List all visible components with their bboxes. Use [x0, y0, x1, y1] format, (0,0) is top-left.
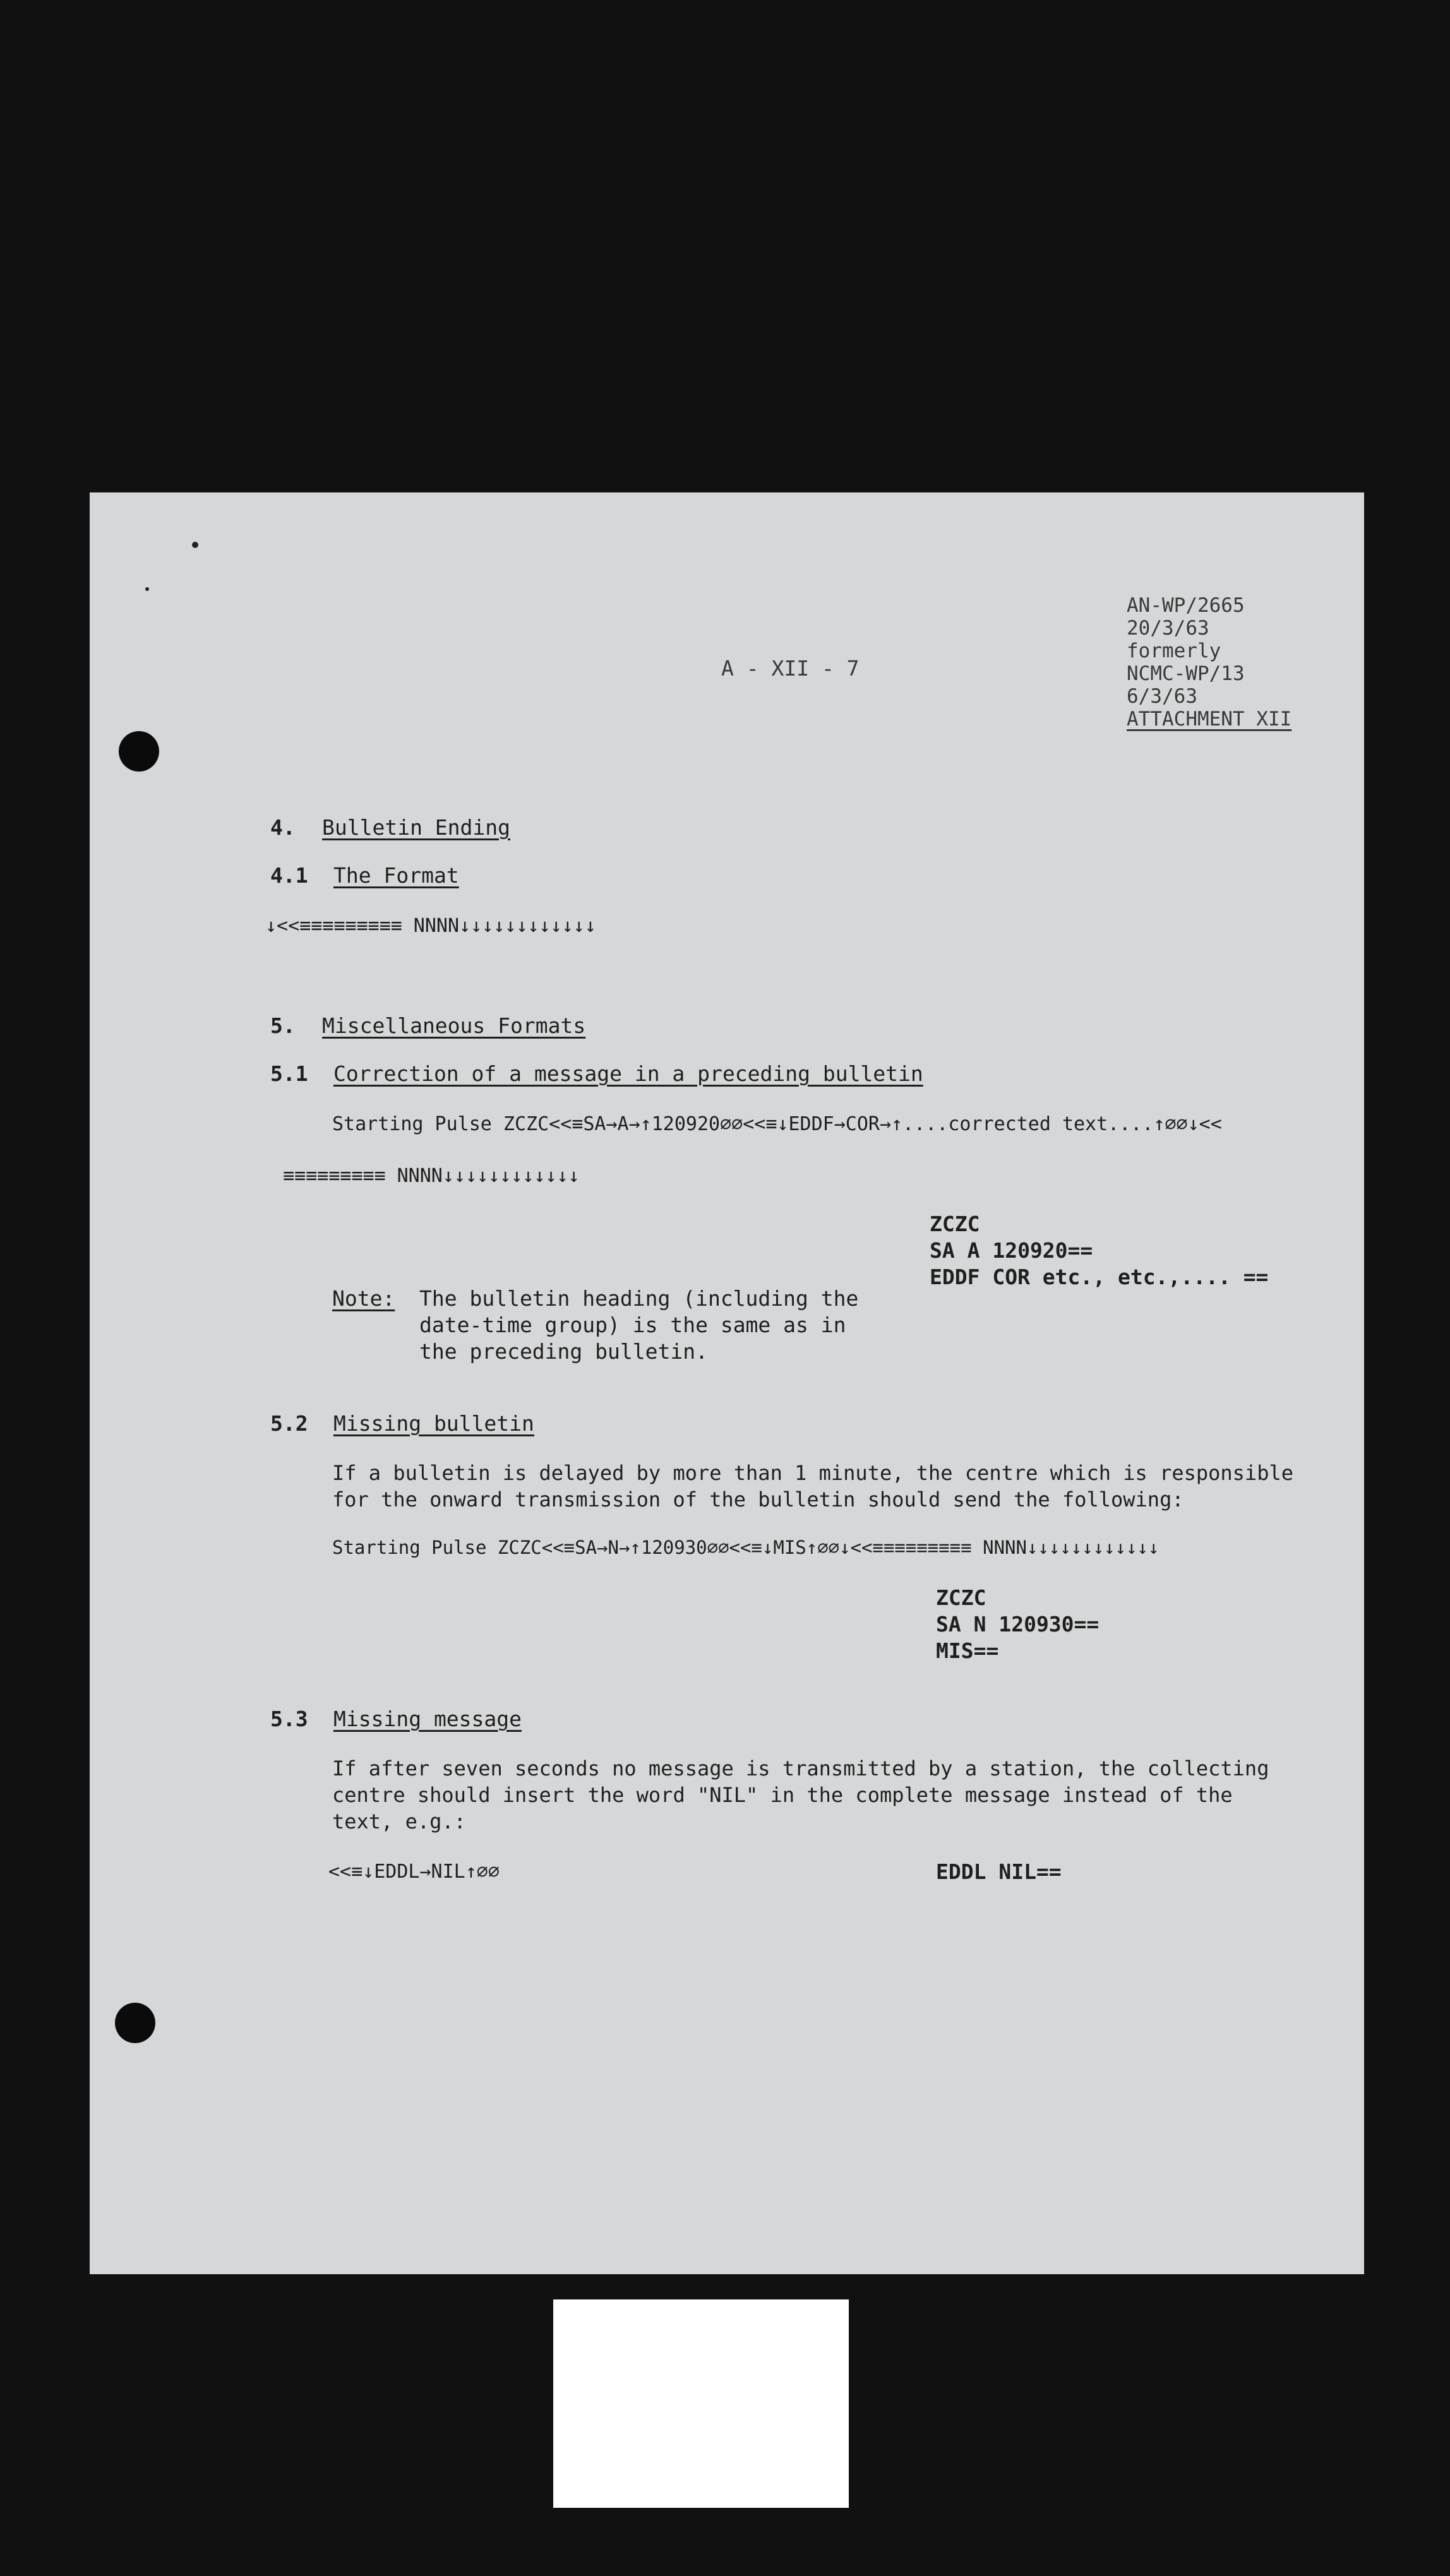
note-line-1: The bulletin heading (including the	[419, 1286, 859, 1311]
header-ref-4: NCMC-WP/13	[1127, 662, 1245, 685]
note-line-2: date-time group) is the same as in	[419, 1313, 846, 1337]
blank-label-card	[553, 2299, 849, 2508]
header-ref-3: formerly	[1127, 640, 1221, 662]
correction-printed-3: EDDF COR etc., etc.,.... ==	[930, 1265, 1269, 1289]
punch-hole-top	[119, 731, 159, 772]
section-5-number: 5.	[270, 1013, 296, 1038]
missing-message-body-1: If after seven seconds no message is transmitted by a station, the collecting	[332, 1756, 1269, 1780]
header-ref-1: AN-WP/2665	[1127, 594, 1245, 617]
note-line-3: the preceding bulletin.	[419, 1339, 708, 1364]
correction-format-line-1: Starting Pulse ZCZC<<≡SA→A→↑120920∅∅<<≡↓EDDF→COR→↑....corrected text....↑∅∅↓<<	[332, 1113, 1222, 1135]
speck	[192, 542, 198, 548]
section-5-2-number: 5.2	[270, 1411, 308, 1436]
missing-message-printed: EDDL NIL==	[936, 1859, 1062, 1884]
section-4-1-number: 4.1	[270, 863, 308, 888]
header-ref-2: 20/3/63	[1127, 617, 1209, 640]
missing-bulletin-printed-1: ZCZC	[936, 1585, 986, 1610]
attachment-label: ATTACHMENT XII	[1127, 708, 1292, 730]
section-5-1-title: Correction of a message in a preceding bulletin	[333, 1061, 923, 1086]
section-5-3-title: Missing message	[333, 1707, 522, 1731]
correction-printed-2: SA A 120920==	[930, 1238, 1093, 1263]
section-4-number: 4.	[270, 815, 296, 840]
section-5-2-title: Missing bulletin	[333, 1411, 534, 1436]
section-4-1-title: The Format	[333, 863, 459, 888]
speck	[145, 587, 149, 591]
missing-bulletin-printed-2: SA N 120930==	[936, 1612, 1099, 1637]
missing-bulletin-format: Starting Pulse ZCZC<<≡SA→N→↑120930∅∅<<≡↓MIS↑∅∅↓<<≡≡≡≡≡≡≡≡≡ NNNN↓↓↓↓↓↓↓↓↓↓↓↓	[332, 1537, 1159, 1558]
missing-message-format: <<≡↓EDDL→NIL↑∅∅	[328, 1861, 500, 1883]
bulletin-ending-format: ↓<<≡≡≡≡≡≡≡≡≡ NNNN↓↓↓↓↓↓↓↓↓↓↓↓	[265, 915, 596, 937]
correction-format-line-2: ≡≡≡≡≡≡≡≡≡ NNNN↓↓↓↓↓↓↓↓↓↓↓↓	[283, 1165, 580, 1187]
missing-bulletin-printed-3: MIS==	[936, 1638, 999, 1663]
note-label: Note:	[332, 1286, 395, 1311]
punch-hole-bottom	[115, 2003, 155, 2043]
page-number: A - XII - 7	[721, 656, 860, 681]
document-page	[90, 492, 1364, 2274]
section-5-title: Miscellaneous Formats	[322, 1013, 586, 1038]
header-ref-5: 6/3/63	[1127, 685, 1197, 708]
missing-message-body-2: centre should insert the word "NIL" in the complete message instead of the	[332, 1783, 1233, 1807]
section-5-1-number: 5.1	[270, 1061, 308, 1086]
section-5-3-number: 5.3	[270, 1707, 308, 1731]
missing-bulletin-body-2: for the onward transmission of the bulletin should send the following:	[332, 1488, 1184, 1512]
missing-message-body-3: text, e.g.:	[332, 1810, 466, 1834]
section-4-title: Bulletin Ending	[322, 815, 511, 840]
correction-printed-1: ZCZC	[930, 1212, 980, 1236]
missing-bulletin-body-1: If a bulletin is delayed by more than 1 minute, the centre which is responsible	[332, 1461, 1293, 1485]
